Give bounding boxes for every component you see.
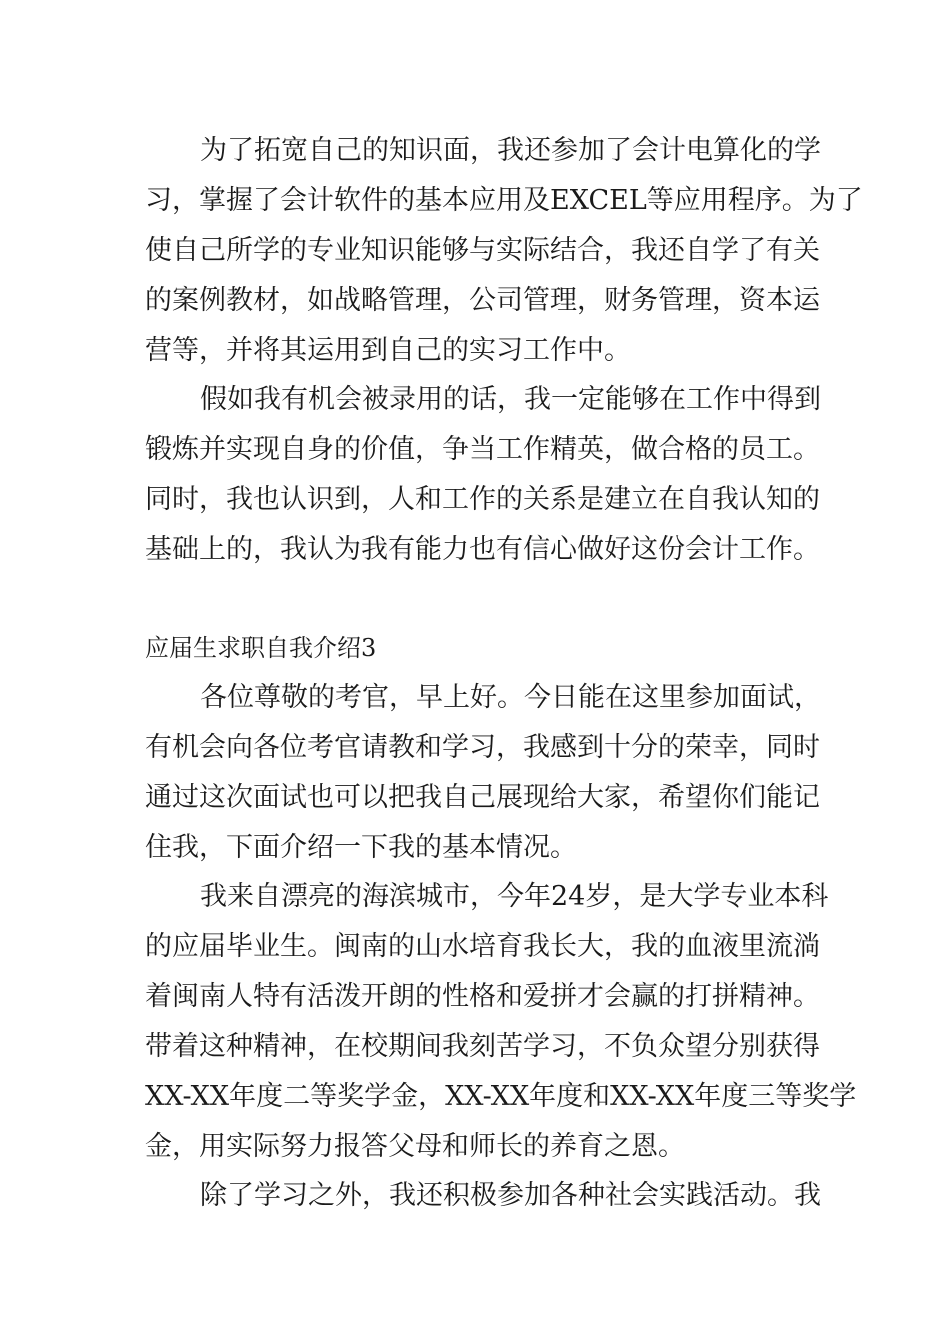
paragraph-5-line-1: 除了学习之外，我还积极参加各种社会实践活动。我: [200, 1180, 821, 1211]
paragraph-1-line-1: 为了拓宽自己的知识面，我还参加了会计电算化的学: [200, 135, 821, 166]
paragraph-3-line-1: 各位尊敬的考官，早上好。今日能在这里参加面试，: [200, 682, 821, 713]
paragraph-3-line-3: 通过这次面试也可以把我自己展现给大家，希望你们能记: [145, 782, 820, 813]
paragraph-1-line-3: 使自己所学的专业知识能够与实际结合，我还自学了有关: [145, 235, 820, 266]
paragraph-4-line-4: 带着这种精神，在校期间我刻苦学习，不负众望分别获得: [145, 1031, 820, 1062]
paragraph-4-line-1: 我来自漂亮的海滨城市，今年24岁，是大学专业本科: [200, 881, 829, 912]
paragraph-3-line-2: 有机会向各位考官请教和学习，我感到十分的荣幸，同时: [145, 732, 820, 763]
paragraph-4-line-5: XX-XX年度二等奖学金，XX-XX年度和XX-XX年度三等奖学: [145, 1081, 857, 1112]
paragraph-2-line-4: 基础上的，我认为我有能力也有信心做好这份会计工作。: [145, 534, 820, 565]
paragraph-1-line-2: 习，掌握了会计软件的基本应用及EXCEL等应用程序。为了: [145, 185, 863, 216]
section-heading: 应届生求职自我介绍3: [145, 634, 377, 662]
paragraph-4-line-3: 着闽南人特有活泼开朗的性格和爱拼才会赢的打拼精神。: [145, 981, 820, 1012]
paragraph-1-line-5: 营等，并将其运用到自己的实习工作中。: [145, 335, 631, 366]
paragraph-2-line-3: 同时，我也认识到，人和工作的关系是建立在自我认知的: [145, 484, 820, 515]
paragraph-2-line-2: 锻炼并实现自身的价值，争当工作精英，做合格的员工。: [145, 434, 820, 465]
paragraph-4-line-2: 的应届毕业生。闽南的山水培育我长大，我的血液里流淌: [145, 931, 820, 962]
paragraph-1-line-4: 的案例教材，如战略管理，公司管理，财务管理，资本运: [145, 285, 820, 316]
paragraph-2-line-1: 假如我有机会被录用的话，我一定能够在工作中得到: [200, 384, 821, 415]
paragraph-4-line-6: 金，用实际努力报答父母和师长的养育之恩。: [145, 1131, 685, 1162]
paragraph-3-line-4: 住我，下面介绍一下我的基本情况。: [145, 832, 577, 863]
